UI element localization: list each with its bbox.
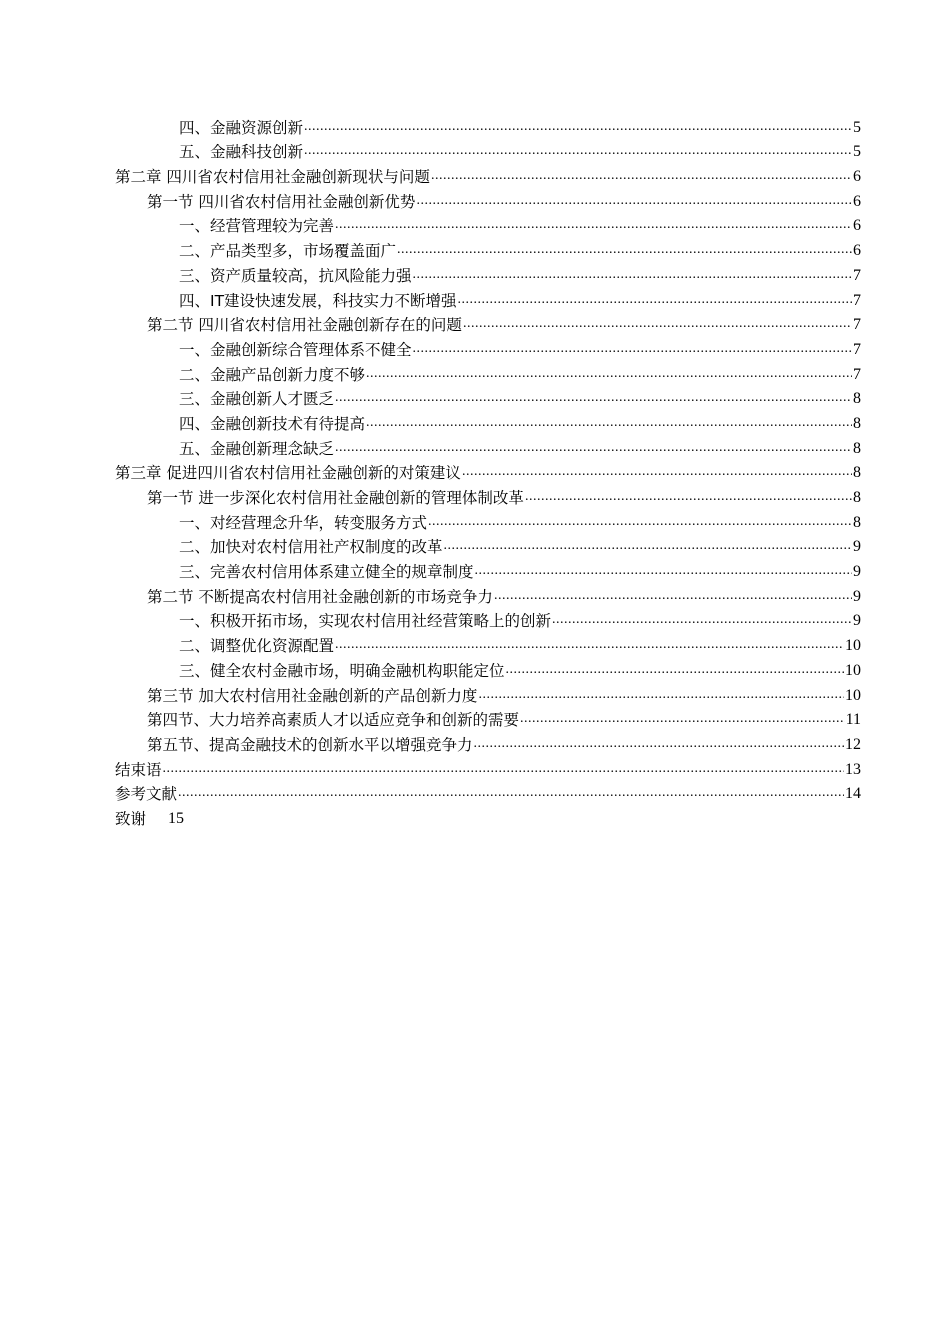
toc-entry-title: 一、对经营理念升华，转变服务方式 xyxy=(179,513,428,532)
toc-page-number: 7 xyxy=(853,316,861,334)
toc-dot-leader xyxy=(413,339,852,359)
toc-entry[interactable] xyxy=(115,756,861,781)
toc-dot-leader xyxy=(475,561,852,581)
toc-page-number: 10 xyxy=(845,661,861,679)
toc-page-number: 6 xyxy=(853,192,861,210)
toc-entry[interactable] xyxy=(115,386,861,411)
toc-entry[interactable] xyxy=(115,657,861,682)
toc-page-number: 6 xyxy=(853,242,861,260)
toc-page-number: 5 xyxy=(853,143,861,161)
toc-page-number: 7 xyxy=(853,340,861,358)
toc-entry[interactable] xyxy=(115,608,861,633)
toc-entry-title: 第二节 四川省农村信用社金融创新存在的问题 xyxy=(147,316,462,335)
toc-entry-title: 五、金融科技创新 xyxy=(179,143,304,162)
toc-dot-leader xyxy=(397,240,852,260)
toc-entry[interactable] xyxy=(115,139,861,164)
toc-page-number: 9 xyxy=(853,538,861,556)
toc-page-number: 8 xyxy=(853,513,861,531)
toc-page-number: 8 xyxy=(853,489,861,506)
toc-page-number: 8 xyxy=(853,390,861,408)
toc-entry[interactable] xyxy=(115,707,861,732)
toc-page-number: 10 xyxy=(845,637,861,655)
toc-dot-leader xyxy=(335,438,852,458)
toc-dot-leader xyxy=(478,685,844,705)
toc-page-number: 11 xyxy=(845,711,861,729)
toc-dot-leader xyxy=(462,462,852,482)
toc-entry-title: 结束语 xyxy=(115,760,162,779)
toc-entry-title: 二、金融产品创新力度不够 xyxy=(179,365,366,384)
toc-entry-title: 第三章 促进四川省农村信用社金融创新的对策建议 xyxy=(115,464,461,483)
toc-entry-title: 三、完善农村信用体系建立健全的规章制度 xyxy=(179,563,474,582)
toc-page-number: 7 xyxy=(853,291,861,309)
toc-page-number: 9 xyxy=(853,563,861,581)
toc-entry[interactable] xyxy=(115,731,861,756)
toc-entry-title: 四、金融创新技术有待提高 xyxy=(179,414,366,433)
toc-entry-title: 三、健全农村金融市场，明确金融机构职能定位 xyxy=(179,661,505,680)
toc-entry[interactable] xyxy=(115,312,861,337)
toc-entry[interactable] xyxy=(115,237,861,262)
toc-page-number: 9 xyxy=(853,587,861,605)
toc-entry[interactable] xyxy=(115,534,861,559)
toc-dot-leader xyxy=(304,141,852,161)
toc-entry[interactable] xyxy=(115,484,861,509)
toc-entry-title: 致谢 xyxy=(115,809,147,828)
toc-page-number: 15 xyxy=(168,809,185,827)
toc-dot-leader xyxy=(416,191,852,211)
toc-page-number: 6 xyxy=(853,217,861,235)
toc-entry[interactable] xyxy=(115,262,861,287)
toc-dot-leader xyxy=(335,388,852,408)
toc-entry-title: 一、金融创新综合管理体系不健全 xyxy=(179,340,412,359)
toc-dot-leader xyxy=(304,117,852,137)
toc-dot-leader xyxy=(444,536,852,556)
toc-dot-leader xyxy=(552,610,852,630)
toc-entry-title: 二、加快对农村信用社产权制度的改革 xyxy=(179,538,443,557)
toc-dot-leader xyxy=(506,660,844,680)
toc-page-number: 8 xyxy=(853,414,861,432)
toc-page-number: 12 xyxy=(845,735,861,753)
toc-entry[interactable] xyxy=(115,114,861,139)
toc-page-number: 7 xyxy=(853,266,861,284)
toc-entry[interactable] xyxy=(115,781,861,806)
toc-entry-title: 一、积极开拓市场，实现农村信用社经营策略上的创新 xyxy=(179,612,552,631)
toc-dot-leader xyxy=(413,265,852,285)
toc-page-number: 14 xyxy=(845,785,861,803)
toc-entry-title: 三、资产质量较高，抗风险能力强 xyxy=(179,266,412,285)
toc-entry-title: 第三节 加大农村信用社金融创新的产品创新力度 xyxy=(147,686,478,705)
toc-dot-leader xyxy=(366,413,852,433)
toc-entry[interactable] xyxy=(115,163,861,188)
toc-entry[interactable] xyxy=(115,509,861,534)
toc-entry-title: 二、调整优化资源配置 xyxy=(179,637,335,656)
toc-dot-leader xyxy=(366,364,852,384)
toc-entry-title: 一、经营管理较为完善 xyxy=(179,217,335,236)
toc-entry[interactable] xyxy=(115,336,861,361)
toc-entry-title: 第一节 进一步深化农村信用社金融创新的管理体制改革 xyxy=(147,489,524,507)
toc-entry[interactable] xyxy=(115,805,861,830)
toc-entry-title: 第一节 四川省农村信用社金融创新优势 xyxy=(147,192,416,211)
toc-entry-title: 四、IT建设快速发展，科技实力不断增强 xyxy=(179,291,457,310)
toc-entry-title: 第二节 不断提高农村信用社金融创新的市场竞争力 xyxy=(147,587,493,606)
toc-dot-leader xyxy=(458,290,852,310)
toc-entry[interactable] xyxy=(115,460,861,485)
toc-entry[interactable] xyxy=(115,583,861,608)
toc-entry-title: 参考文献 xyxy=(115,785,178,804)
toc-entry-title: 四、金融资源创新 xyxy=(179,118,304,137)
toc-entry-title: 第四节、大力培养高素质人才以适应竞争和创新的需要 xyxy=(147,711,520,730)
toc-dot-leader xyxy=(163,759,844,779)
toc-entry[interactable] xyxy=(115,188,861,213)
toc-entry[interactable] xyxy=(115,213,861,238)
toc-entry[interactable] xyxy=(115,410,861,435)
toc-page-number: 8 xyxy=(853,439,861,457)
toc-dot-leader xyxy=(520,709,845,729)
toc-entry[interactable] xyxy=(115,682,861,707)
toc-dot-leader xyxy=(474,734,844,754)
toc-entry-title: 三、金融创新人才匮乏 xyxy=(179,390,335,409)
toc-entry-title: 二、产品类型多，市场覆盖面广 xyxy=(179,242,397,261)
toc-page-number: 13 xyxy=(845,760,861,778)
toc-page-number: 7 xyxy=(853,365,861,383)
toc-entry[interactable] xyxy=(115,558,861,583)
toc-dot-leader xyxy=(335,215,852,235)
toc-dot-leader xyxy=(178,783,844,803)
toc-page-number: 8 xyxy=(853,464,861,482)
toc-dot-leader xyxy=(428,512,852,532)
toc-dot-leader xyxy=(494,586,852,606)
toc-page-number: 10 xyxy=(845,686,861,704)
toc-entry[interactable] xyxy=(115,632,861,657)
toc-dot-leader xyxy=(431,166,852,186)
toc-dot-leader xyxy=(463,314,852,334)
toc-page-number: 5 xyxy=(853,118,861,136)
table-of-contents xyxy=(115,114,861,830)
toc-entry[interactable] xyxy=(115,435,861,460)
toc-dot-leader xyxy=(335,635,844,655)
toc-entry-title: 第二章 四川省农村信用社金融创新现状与问题 xyxy=(115,168,430,187)
toc-entry[interactable] xyxy=(115,361,861,386)
toc-entry-title: 第五节、提高金融技术的创新水平以增强竞争力 xyxy=(147,735,473,754)
toc-entry[interactable] xyxy=(115,287,861,312)
toc-page-number: 6 xyxy=(853,168,861,186)
toc-dot-leader xyxy=(525,487,852,507)
toc-page-number: 9 xyxy=(853,612,861,630)
toc-entry-title: 五、金融创新理念缺乏 xyxy=(179,439,335,458)
